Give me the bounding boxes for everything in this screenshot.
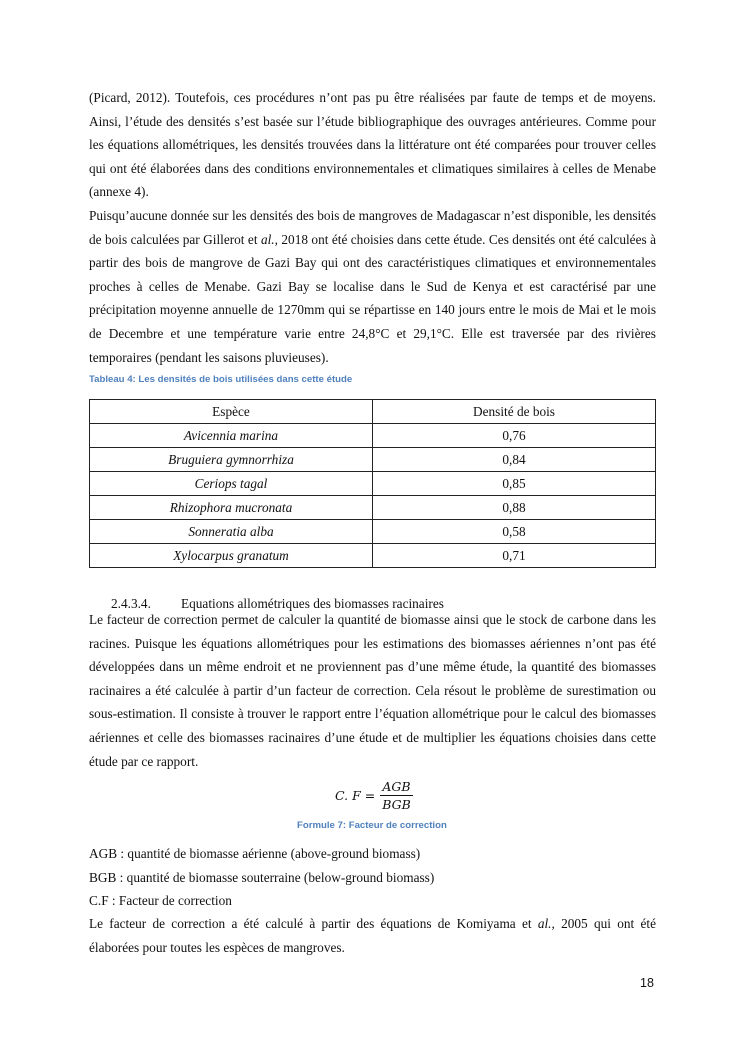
table-caption: Tableau 4: Les densités de bois utilisées dans cette étude [89,374,353,385]
paragraph-komiyama [89,912,656,959]
correction-factor-formula [335,778,413,813]
et-al-citation: al., [537,916,555,931]
formula-caption: Formule 7: Facteur de correction [297,820,447,831]
density-cell: 0,88 [373,496,656,520]
species-cell: Bruguiera gymnorrhiza [90,448,373,472]
paragraph-gazi-bay [89,204,656,369]
definition-agb: AGB : quantité de biomasse aérienne (above-ground biomass) [89,846,421,861]
table-row [90,448,656,472]
paragraph-komiyama-part2: 2005 qui ont été élaborées pour toutes les espèces de mangroves. [89,916,656,955]
paragraph-gazi-bay-part2: 2018 ont été choisies dans cette étude. Ces densités ont été calculées à partir des bois de mangrove de Gazi Bay qui ont des caractéristiques climatiques et environnementales proches à celles de Menabe. Gazi Bay se localise dans le Sud de Kenya et est caractérisé par une précipitation moyenne annuelle de 1270mm qui se répartisse en 140 jours entre le mois de Mai et le mois de Decembre et une température varie entre 24,8°C et 29,1°C. Elle est traversée par des rivières temporaires (pendant les saisons pluvieuses). [89,231,656,365]
density-cell: 0,58 [373,520,656,544]
paragraph-densities-intro: (Picard, 2012). Toutefois, ces procédures n’ont pas pu être réalisées par faute de temps et de moyens. Ainsi, l’étude des densités s’est basée sur l’étude bibliographique des ouvrages antérieures. Comme pour les équations allométriques, les densités trouvées dans la littérature ont été comparées pour trouver celles qui ont été élaborées dans des conditions environnementales et climatiques similaires à celles de Menabe (annexe 4). [89,90,656,200]
species-cell: Rhizophora mucronata [90,496,373,520]
table-row [90,520,656,544]
table-row [90,496,656,520]
section-title: Equations allométriques des biomasses racinaires [181,596,444,611]
definition-bgb: BGB : quantité de biomasse souterraine (below-ground biomass) [89,870,435,885]
formula-denominator: BGB [382,797,411,812]
paragraph-komiyama-part1: Le facteur de correction a été calculé à partir des équations de Komiyama et [89,916,538,931]
species-cell: Ceriops tagal [90,472,373,496]
density-cell: 0,84 [373,448,656,472]
et-al-citation: al., [260,231,278,247]
paragraph-correction-factor: Le facteur de correction permet de calculer la quantité de biomasse ainsi que le stock de carbone dans les racines. Puisque les équations allométriques pour les estimations des biomasses aériennes n’ont pas été développées dans un même endroit et ne proviennent pas d’une même étude, la quantité des biomasses racinaires a été calculée à partir d’un facteur de correction. Cela résout le problème de surestimation ou sous-estimation. Il consiste à trouver le rapport entre l’équation allométrique pour le calcul des biomasses aériennes et celle des biomasses racinaires d’une étude et de multiplier les équations choisies dans cette étude par ce rapport. [89,612,656,769]
table-row [90,544,656,568]
header-density: Densité de bois [373,400,656,424]
formula-lhs: C. F = [335,788,376,803]
density-cell: 0,71 [373,544,656,568]
formula-numerator: AGB [382,779,411,794]
species-cell: Xylocarpus granatum [90,544,373,568]
table-header-row [90,400,656,424]
density-cell: 0,85 [373,472,656,496]
species-cell: Avicennia marina [90,424,373,448]
wood-density-table [89,399,656,568]
page-number: 18 [640,976,654,990]
table-row [90,472,656,496]
table-row [90,424,656,448]
formula-fraction [380,778,413,813]
definition-cf: C.F : Facteur de correction [89,893,232,908]
density-cell: 0,76 [373,424,656,448]
paragraph-gazi-bay-part1: Puisqu’aucune donnée sur les densités des bois de mangroves de Madagascar n’est disponible, les densités de bois calculées par Gillerot et [89,208,656,247]
header-species: Espèce [90,400,373,424]
section-number: 2.4.3.4. [111,596,151,611]
species-cell: Sonneratia alba [90,520,373,544]
